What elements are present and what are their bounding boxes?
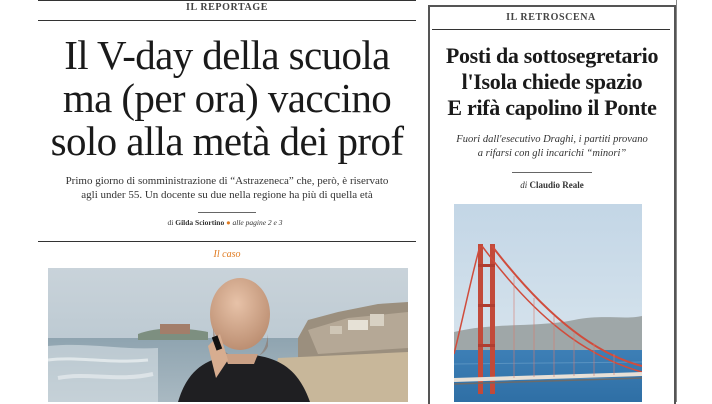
- column-edge-right: [676, 0, 677, 402]
- retroscena-headline-line-1[interactable]: Posti da sottosegretario: [445, 43, 659, 68]
- byline-right-author[interactable]: Claudio Reale: [529, 180, 584, 190]
- retroscena-subtitle-line-2: a rifarsi con gli incarichi “minori”: [477, 148, 627, 159]
- kicker-rule-left: [38, 20, 416, 21]
- byline-prefix: di: [167, 218, 174, 227]
- main-headline-line-1[interactable]: Il V-day della scuola: [64, 32, 390, 78]
- byline-separator-right: [512, 172, 592, 173]
- kicker-retroscena: IL RETROSCENA: [506, 12, 596, 23]
- retroscena-subtitle-line-1: Fuori dall'esecutivo Draghi, i partiti provano: [456, 134, 648, 145]
- photo-messina-bridge-image: [454, 204, 642, 402]
- kicker-reportage: IL REPORTAGE: [186, 2, 268, 13]
- photo-man-on-phone[interactable]: [48, 268, 408, 402]
- kicker-rule-right: [432, 29, 670, 30]
- main-headline-line-3[interactable]: solo alla metà dei prof: [50, 118, 404, 164]
- byline-separator-left: [198, 212, 256, 213]
- bullet-dot-icon: ●: [226, 218, 231, 227]
- retroscena-headline-line-2[interactable]: l'Isola chiede spazio: [461, 69, 643, 94]
- label-il-caso: Il caso: [213, 249, 241, 260]
- retroscena-headline[interactable]: [432, 43, 672, 121]
- byline-page-reference[interactable]: alle pagine 2 e 3: [232, 218, 283, 227]
- main-headline-line-2[interactable]: ma (per ora) vaccino: [62, 75, 392, 121]
- retroscena-subtitle: [440, 133, 664, 161]
- top-rule-left: [38, 0, 416, 1]
- retroscena-byline: [440, 180, 664, 190]
- photo-man-on-phone-image: [48, 268, 408, 402]
- main-byline: [120, 218, 330, 227]
- byline-right-prefix: di: [520, 180, 528, 190]
- retroscena-headline-line-3[interactable]: E rifà capolino il Ponte: [447, 95, 657, 120]
- main-subtitle-line-2: agli under 55. Un docente su due nella regione ha più di quella età: [81, 189, 373, 201]
- byline-author[interactable]: Gilda Sciortino: [175, 218, 225, 227]
- section-rule-left: [38, 241, 416, 242]
- main-headline[interactable]: [38, 34, 416, 163]
- main-subtitle-line-1: Primo giorno di somministrazione di “Astrazeneca” che, però, è riservato: [65, 175, 389, 187]
- photo-messina-bridge[interactable]: [454, 204, 642, 402]
- main-subtitle: [40, 174, 414, 202]
